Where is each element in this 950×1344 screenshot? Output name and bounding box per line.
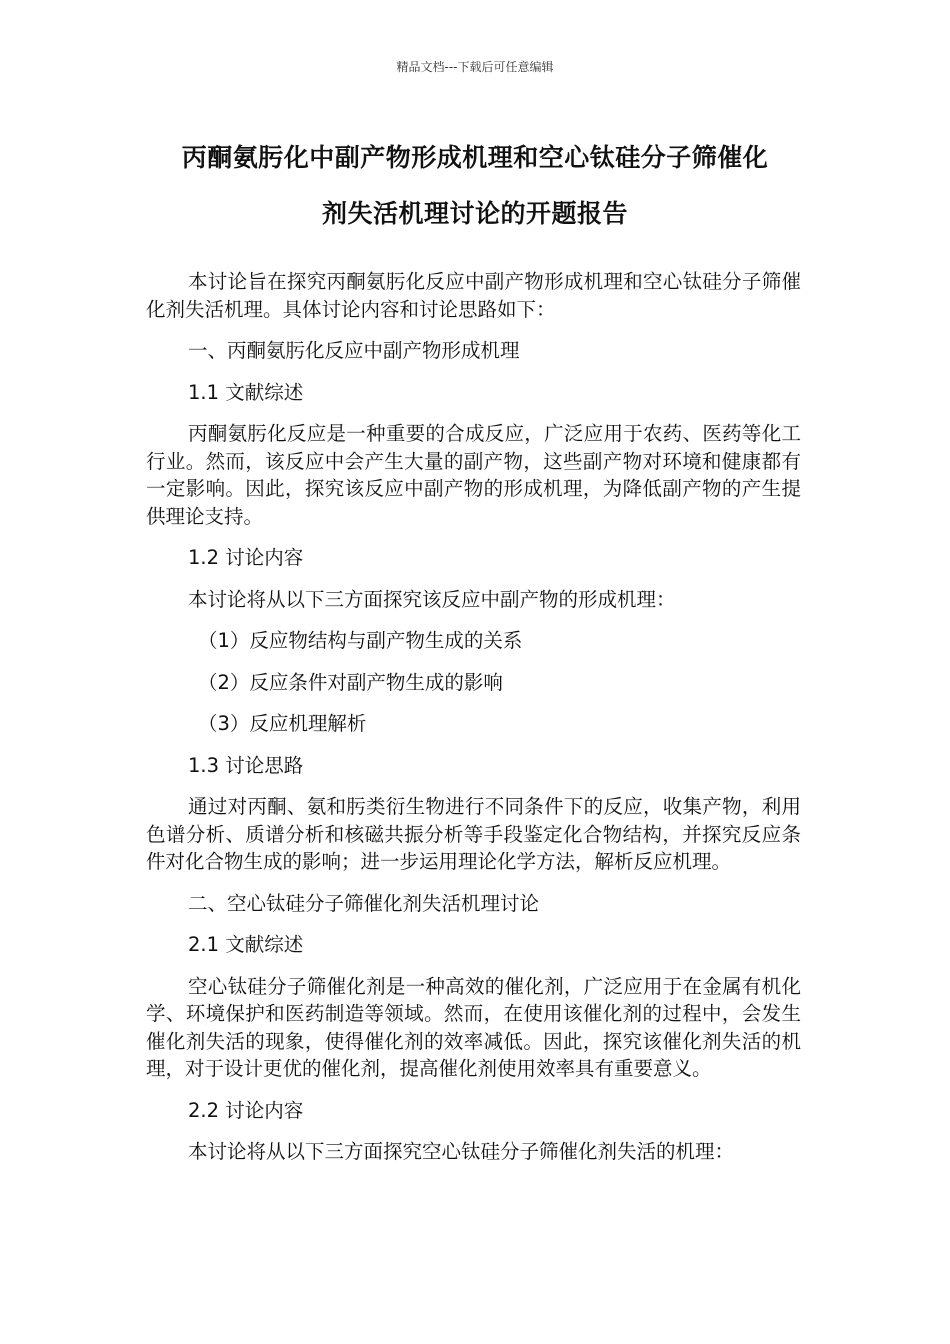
list-item: （3）反应机理解析: [198, 712, 367, 735]
document-body: [146, 268, 801, 1180]
section-2-1-heading: 2.1 文献综述: [188, 933, 304, 956]
document-title: [140, 130, 810, 242]
section-1-1-heading: 1.1 文献综述: [188, 380, 304, 404]
title-line-2: 剂失活机理讨论的开题报告: [321, 199, 628, 228]
intro-paragraph: 本讨论旨在探究丙酮氨肟化反应中副产物形成机理和空心钛硅分子筛催化剂失活机理。具体讨论内容和讨论思路如下：: [146, 270, 801, 321]
section-2-2-paragraph: 本讨论将从以下三方面探究空心钛硅分子筛催化剂失活的机理：: [188, 1140, 735, 1163]
section-1-2-heading: 1.2 讨论内容: [188, 546, 304, 569]
list-item: （1）反应物结构与副产物生成的关系: [198, 629, 523, 652]
title-line-1: 丙酮氨肟化中副产物形成机理和空心钛硅分子筛催化: [181, 143, 769, 172]
section-1-heading: 一、丙酮氨肟化反应中副产物形成机理: [188, 339, 520, 362]
section-2-heading: 二、空心钛硅分子筛催化剂失活机理讨论: [188, 891, 540, 915]
page-header: 精品文档---下载后可任意编辑: [396, 60, 554, 74]
section-2-1-paragraph: 空心钛硅分子筛催化剂是一种高效的催化剂，广泛应用于在金属有机化学、环境保护和医药制造等领域。然而，在使用该催化剂的过程中，会发生催化剂失活的现象，使得催化剂的效率减低。因此，探究该催化剂失活的机理，对于设计更优的催化剂，提高催化剂使用效率具有重要意义。: [146, 974, 801, 1080]
section-1-3-paragraph: 通过对丙酮、氨和肟类衍生物进行不同条件下的反应，收集产物，利用色谱分析、质谱分析和核磁共振分析等手段鉴定化合物结构，并探究反应条件对化合物生成的影响；进一步运用理论化学方法，解析反应机理。: [146, 795, 801, 873]
section-1-1-paragraph: 丙酮氨肟化反应是一种重要的合成反应，广泛应用于农药、医药等化工行业。然而，该反应中会产生大量的副产物，这些副产物对环境和健康都有一定影响。因此，探究该反应中副产物的形成机理，为降低副产物的产生提供理论支持。: [146, 422, 801, 528]
section-1-3-heading: 1.3 讨论思路: [188, 753, 304, 777]
section-1-2-paragraph: 本讨论将从以下三方面探究该反应中副产物的形成机理：: [188, 587, 676, 611]
list-item: （2）反应条件对副产物生成的影响: [198, 670, 503, 694]
section-2-2-heading: 2.2 讨论内容: [188, 1098, 304, 1122]
